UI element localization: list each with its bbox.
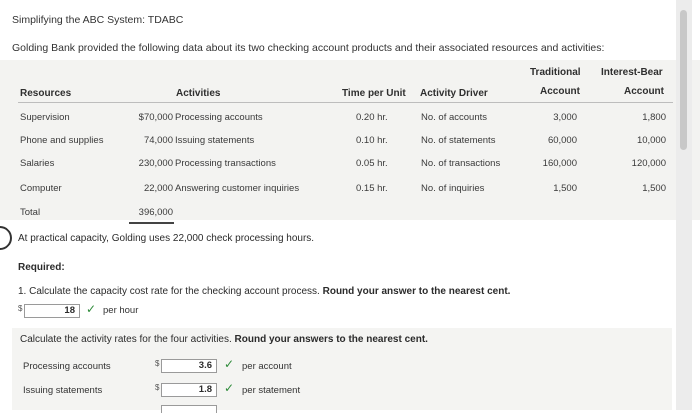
row-activity: Processing accounts [175,112,263,123]
row-driver: No. of statements [421,135,496,146]
row-driver: No. of transactions [421,158,501,169]
row-activity: Issuing statements [175,135,255,146]
activity-rate-unit: per statement [242,385,301,396]
question-2 [20,334,428,345]
currency-symbol: $ [18,304,23,313]
total-label: Total [20,207,41,218]
header-time-per-unit: Time per Unit [342,88,406,99]
required-label: Required: [18,262,65,273]
data-table [0,60,700,220]
header-activity-driver: Activity Driver [420,88,488,99]
row-amount: 74,000 [143,135,173,146]
activity-label: Processing accounts [23,361,111,372]
row-time: 0.10 hr. [356,135,388,146]
row-time: 0.15 hr. [356,183,388,194]
processing-accounts-rate-input[interactable]: 3.6 [161,359,217,373]
row-interest: 10,000 [636,135,666,146]
row-traditional: 1,500 [553,183,577,194]
question-2-rounding: Round your answers to the nearest cent. [234,334,428,345]
question-1 [18,286,510,297]
collapse-arc [0,221,17,255]
row-interest: 120,000 [631,158,666,169]
row-driver: No. of inquiries [421,183,485,194]
row-resource: Supervision [20,112,70,123]
question-1-rounding: Round your answer to the nearest cent. [322,286,511,297]
row-traditional: 3,000 [553,112,577,123]
row-interest: 1,800 [642,112,666,123]
row-resource: Computer [20,183,62,194]
row-resource: Salaries [20,158,55,169]
problem-intro: Golding Bank provided the following data about its two checking account products and their associated resources and activities: [12,42,605,54]
header-interest-bottom: Account [624,86,664,97]
row-amount: 230,000 [138,158,173,169]
capacity-note: At practical capacity, Golding uses 22,000 check processing hours. [18,233,315,244]
row-activity: Answering customer inquiries [175,183,300,194]
header-traditional-bottom: Account [540,86,580,97]
header-resources: Resources [20,88,72,99]
row-amount: 22,000 [143,183,173,194]
header-traditional-top: Traditional [530,67,581,78]
row-time: 0.05 hr. [356,158,388,169]
check-icon: ✓ [224,381,235,395]
capacity-rate-unit: per hour [103,305,139,316]
row-interest: 1,500 [642,183,666,194]
question-2-text: Calculate the activity rates for the four activities. [20,334,232,345]
row-amount: $70,000 [138,112,173,123]
next-rate-input[interactable] [161,405,217,413]
row-driver: No. of accounts [421,112,488,123]
currency-symbol: $ [155,359,160,368]
activity-label: Issuing statements [23,385,103,396]
header-activities: Activities [176,88,221,99]
row-resource: Phone and supplies [20,135,104,146]
header-interest-top: Interest-Bear [601,67,663,78]
total-amount: 396,000 [138,207,173,218]
currency-symbol: $ [155,383,160,392]
row-traditional: 160,000 [542,158,577,169]
activity-rate-unit: per account [242,361,292,372]
page-title: Simplifying the ABC System: TDABC [12,14,184,26]
row-activity: Processing transactions [175,158,276,169]
check-icon: ✓ [86,302,97,316]
check-icon: ✓ [224,357,235,371]
issuing-statements-rate-input[interactable]: 1.8 [161,383,217,397]
row-traditional: 60,000 [547,135,577,146]
total-underline [129,222,174,224]
scrollbar-thumb[interactable] [680,10,687,150]
capacity-rate-input[interactable]: 18 [24,304,80,318]
row-time: 0.20 hr. [356,112,388,123]
question-1-text: 1. Calculate the capacity cost rate for the checking account process. [18,286,320,297]
